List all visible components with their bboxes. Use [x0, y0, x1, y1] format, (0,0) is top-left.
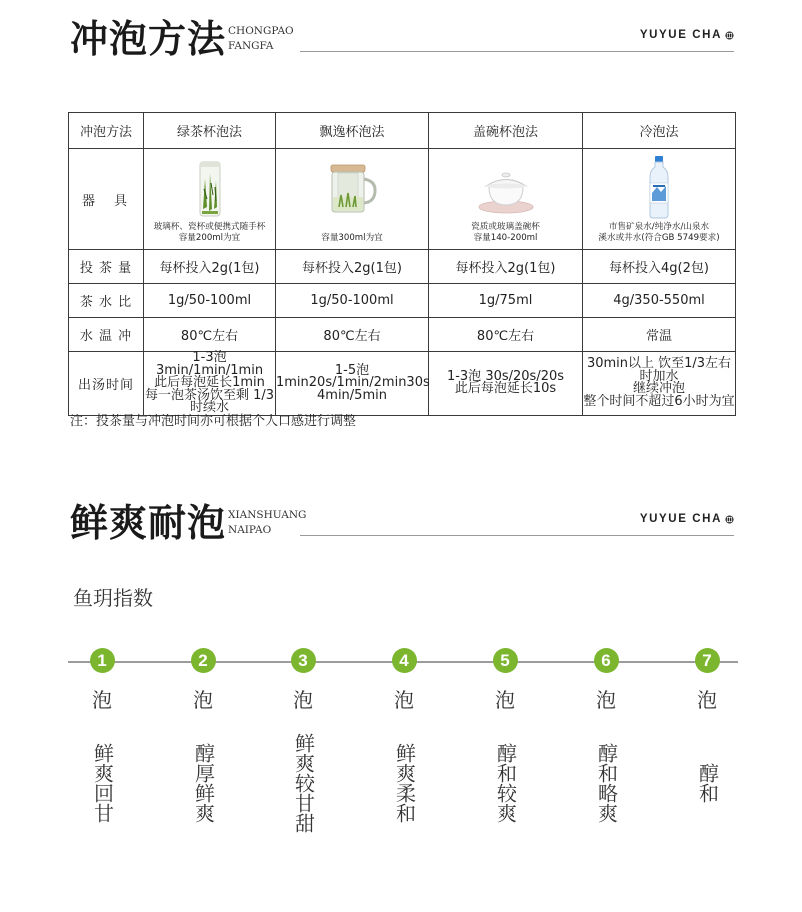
- table-row-temperature: [69, 318, 736, 352]
- caption-line: 容量200ml为宜: [178, 233, 241, 243]
- glass-tumbler-icon: [195, 159, 225, 219]
- divider: [300, 535, 734, 536]
- brewing-method-table: [68, 112, 736, 416]
- table-cell: [429, 352, 583, 416]
- marker-description: 醇和较爽: [493, 743, 518, 823]
- time-line: 继续冲泡: [632, 381, 685, 397]
- equipment-caption: [429, 222, 582, 244]
- table-cell: 常温: [583, 318, 736, 352]
- table-header-row: [69, 113, 736, 149]
- table-header-cell: 冷泡法: [583, 113, 736, 149]
- index-marker-6: [578, 648, 634, 843]
- table-row-steep-time: [69, 352, 736, 416]
- gaiwan-icon: [477, 159, 535, 217]
- index-subtitle: 鱼玥指数: [73, 586, 153, 610]
- table-cell: [144, 352, 276, 416]
- caption-line: 市售矿泉水/纯净水/山泉水: [608, 222, 710, 232]
- marker-description: 醇和: [695, 763, 720, 803]
- pinyin-line: XIANSHUANG: [228, 509, 307, 521]
- table-header-cell: 盖碗杯泡法: [429, 113, 583, 149]
- section-title: 鲜爽耐泡: [70, 500, 227, 545]
- marker-brew-label: 泡: [697, 688, 717, 712]
- row-label: 水 温 冲: [69, 318, 144, 352]
- equipment-caption: [144, 222, 275, 244]
- marker-number: 4: [392, 648, 417, 673]
- table-header-label: 冲泡方法: [69, 113, 144, 149]
- time-line: 此后每泡延长1min: [154, 375, 265, 390]
- marker-description: 鲜爽回甘: [90, 743, 115, 823]
- marker-description: 醇厚鲜爽: [191, 743, 216, 823]
- pinyin-line: NAIPAO: [228, 524, 272, 536]
- table-cell: 每杯投入2g(1包): [276, 250, 429, 284]
- brand-text: YUYUE CHA: [639, 513, 722, 525]
- marker-brew-label: 泡: [193, 688, 213, 712]
- time-line: 30min以上 饮至1/3左右时加水: [586, 356, 732, 384]
- section-header-durability: [0, 500, 802, 560]
- marker-number: 6: [594, 648, 619, 673]
- equipment-caption: [583, 222, 735, 244]
- table-cell: 1g/50-100ml: [144, 284, 276, 318]
- row-label: 投 茶 量: [69, 250, 144, 284]
- table-header-cell: 绿茶杯泡法: [144, 113, 276, 149]
- table-cell: 每杯投入2g(1包): [429, 250, 583, 284]
- marker-brew-label: 泡: [495, 688, 515, 712]
- section-header-brewing: [0, 16, 802, 76]
- marker-number: 5: [493, 648, 518, 673]
- divider: [300, 51, 734, 52]
- brand-seal-icon: [725, 31, 734, 40]
- caption-line: 玻璃杯、瓷杯或便携式随手杯: [153, 222, 266, 232]
- time-line: 此后每泡延长10s: [454, 381, 557, 397]
- equipment-cell: [276, 149, 429, 250]
- brand-seal-icon: [725, 515, 734, 524]
- section-title: 冲泡方法: [70, 16, 227, 61]
- pinyin-line: FANGFA: [228, 40, 274, 52]
- index-marker-5: [477, 648, 533, 843]
- table-row-ratio: [69, 284, 736, 318]
- equipment-caption: [276, 233, 428, 244]
- marker-description: 醇和略爽: [594, 743, 619, 823]
- marker-number: 1: [90, 648, 115, 673]
- table-cell: 1g/75ml: [429, 284, 583, 318]
- marker-brew-label: 泡: [394, 688, 414, 712]
- time-line: 1-5泡 1min20s/1min/2min30s: [276, 362, 430, 390]
- marker-brew-label: 泡: [596, 688, 616, 712]
- equipment-cell: [429, 149, 583, 250]
- row-label: 茶 水 比: [69, 284, 144, 318]
- caption-line: 溪水或井水(符合GB 5749要求): [598, 233, 720, 243]
- table-cell: 80℃左右: [276, 318, 429, 352]
- index-marker-1: [74, 648, 130, 843]
- section-pinyin: [228, 508, 306, 538]
- table-header-cell: 飘逸杯泡法: [276, 113, 429, 149]
- table-cell: 80℃左右: [429, 318, 583, 352]
- glass-mug-infuser-icon: [323, 159, 381, 217]
- marker-number: 3: [291, 648, 316, 673]
- brand-logo: [640, 29, 734, 41]
- table-cell: 1g/50-100ml: [276, 284, 429, 318]
- index-marker-7: [679, 648, 735, 843]
- table-cell: [276, 352, 429, 416]
- equipment-cell: [583, 149, 736, 250]
- table-cell: [583, 352, 736, 416]
- index-marker-2: [175, 648, 231, 843]
- index-marker-4: [376, 648, 432, 843]
- table-cell: 每杯投入4g(2包): [583, 250, 736, 284]
- table-row-equipment: [69, 149, 736, 250]
- caption-line: 容量140-200ml: [473, 233, 538, 243]
- time-line: 每一泡茶汤饮至剩 1/3 时续水: [144, 387, 275, 415]
- row-label: 出汤时间: [69, 352, 144, 416]
- table-row-tea-amount: [69, 250, 736, 284]
- table-cell: 80℃左右: [144, 318, 276, 352]
- index-marker-3: [275, 648, 331, 843]
- time-line: 1-3泡 30s/20s/20s: [446, 368, 565, 384]
- marker-description: 鲜爽较甘甜: [291, 733, 316, 833]
- brand-logo: [640, 513, 734, 525]
- footnote: 注：投茶量与冲泡时间亦可根据个人口感进行调整: [70, 414, 357, 429]
- caption-line: 容量300ml为宜: [321, 233, 383, 243]
- marker-brew-label: 泡: [293, 688, 313, 712]
- marker-description: 鲜爽柔和: [392, 743, 417, 823]
- time-line: 4min/5min: [317, 387, 387, 403]
- marker-brew-label: 泡: [92, 688, 112, 712]
- water-bottle-icon: [646, 155, 672, 219]
- table-cell: 每杯投入2g(1包): [144, 250, 276, 284]
- time-line: 整个时间不超过6小时为宜: [583, 393, 735, 409]
- marker-number: 7: [695, 648, 720, 673]
- table-cell: 4g/350-550ml: [583, 284, 736, 318]
- equipment-cell: [144, 149, 276, 250]
- section-pinyin: [228, 24, 294, 54]
- marker-number: 2: [191, 648, 216, 673]
- brand-text: YUYUE CHA: [639, 29, 722, 41]
- pinyin-line: CHONGPAO: [228, 25, 294, 37]
- caption-line: 瓷质或玻璃盖碗杯: [471, 222, 540, 232]
- time-line: 1-3泡 3min/1min/1min: [155, 350, 264, 378]
- row-label: 器 具: [69, 149, 144, 250]
